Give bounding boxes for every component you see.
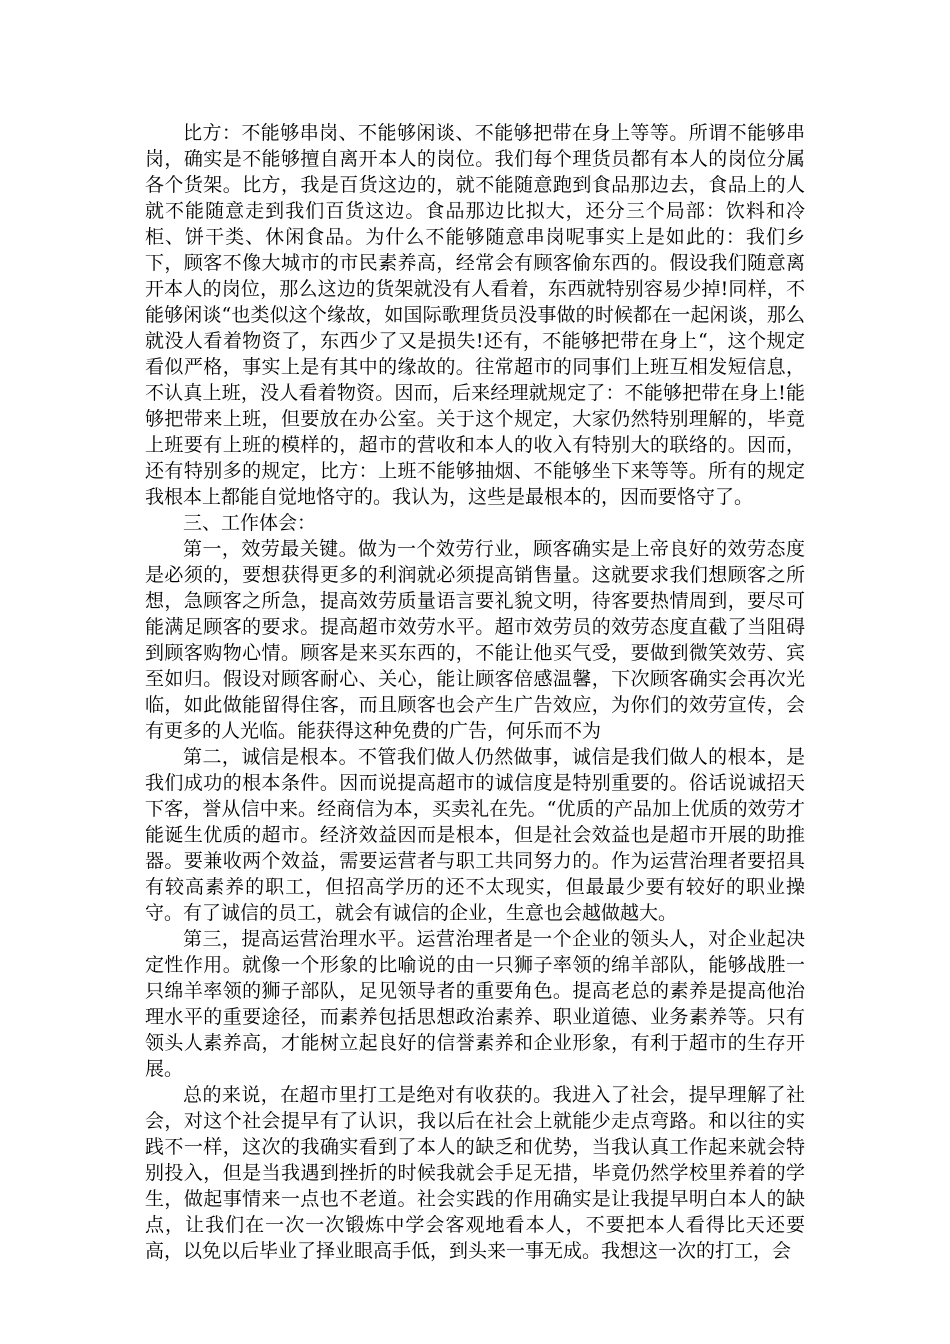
section-heading-work-experience: 三、工作体会：	[183, 512, 317, 534]
paragraph-summary: 总的来说，在超市里打工是绝对有收获的。我进入了社会，提早理解了社会，对这个社会提早有了认识，我以后在社会上就能少走点弯路。和以往的实践不一样，这次的我确实看到了本人的缺乏和优势，当我认真工作起来就会特别投入，但是当我遇到挫折的时候我就会手足无措，毕竟仍然学校里养着的学生，做起事情来一点也不老道。社会实践的作用确实是让我提早明白本人的缺点，让我们在一次一次锻炼中学会客观地看本人，不要把本人看得比天还要高，以免以后毕业了择业眼高手低，到头来一事无成。我想这一次的打工，会	[145, 1084, 805, 1262]
paragraph-integrity: 第二，诚信是根本。不管我们做人仍然做事，诚信是我们做人的根本，是我们成功的根本条件。因而说提高超市的诚信度是特别重要的。俗话说诚招天下客，誉从信中来。经商信为本，买卖礼在先。“优质的产品加上优质的效劳才能诞生优质的超市。经济效益因而是根本，但是社会效益也是超市开展的助推器。要兼收两个效益，需要运营者与职工共同努力的。作为运营治理者要招具有较高素养的职工，但招高学历的还不太现实，但最最少要有较好的职业操守。有了诚信的员工，就会有诚信的企业，生意也会越做越大。	[145, 746, 805, 924]
paragraph-service: 第一，效劳最关键。做为一个效劳行业，顾客确实是上帝良好的效劳态度是必须的，要想获得更多的利润就必须提高销售量。这就要求我们想顾客之所想，急顾客之所急，提高效劳质量语言要礼貌文明，待客要热情周到，要尽可能满足顾客的要求。提高超市效劳水平。超市效劳员的效劳态度直截了当阻碍到顾客购物心情。顾客是来买东西的，不能让他买气受，要做到微笑效劳、宾至如归。假设对顾客耐心、关心，能让顾客倍感温馨，下次顾客确实会再次光临，如此做能留得住客，而且顾客也会产生广告效应，为你们的效劳宣传，会有更多的人光临。能获得这种免费的广告，何乐而不为	[145, 538, 805, 742]
paragraph-rules: 比方：不能够串岗、不能够闲谈、不能够把带在身上等等。所谓不能够串岗，确实是不能够擅自离开本人的岗位。我们每个理货员都有本人的岗位分属各个货架。比方，我是百货这边的，就不能随意跑到食品那边去，食品上的人就不能随意走到我们百货这边。食品那边比拟大，还分三个局部：饮料和冷柜、饼干类、休闲食品。为什么不能够随意串岗呢事实上是如此的：我们乡下，顾客不像大城市的市民素养高，经常会有顾客偷东西的。假设我们随意离开本人的岗位，那么这边的货架就没有人看着，东西就特别容易少掉!同样，不能够闲谈“也类似这个缘故，如国际歌理货员没事做的时候都在一起闲谈，那么就没人看着物资了，东西少了又是损失!还有，不能够把带在身上“，这个规定看似严格，事实上是有其中的缘故的。往常超市的同事们上班互相发短信息，不认真上班，没人看着物资。因而，后来经理就规定了：不能够把带在身上!能够把带来上班，但要放在办公室。关于这个规定，大家仍然特别理解的，毕竟上班要有上班的模样的，超市的营收和本人的收入有特别大的联络的。因而，还有特别多的规定，比方：上班不能够抽烟、不能够坐下来等等。所有的规定我根本上都能自觉地恪守的。我认为，这些是最根本的，因而要恪守了。	[145, 122, 805, 508]
paragraph-management: 第三，提高运营治理水平。运营治理者是一个企业的领头人，对企业起决定性作用。就像一个形象的比喻说的由一只狮子率领的绵羊部队，能够战胜一只绵羊率领的狮子部队，足见领导者的重要角色。提高老总的素养是提高他治理水平的重要途径，而素养包括思想政治素养、职业道德、业务素养等。只有领头人素养高，才能树立起良好的信誉素养和企业形象，有利于超市的生存开展。	[145, 928, 805, 1080]
document-body	[145, 120, 805, 1264]
